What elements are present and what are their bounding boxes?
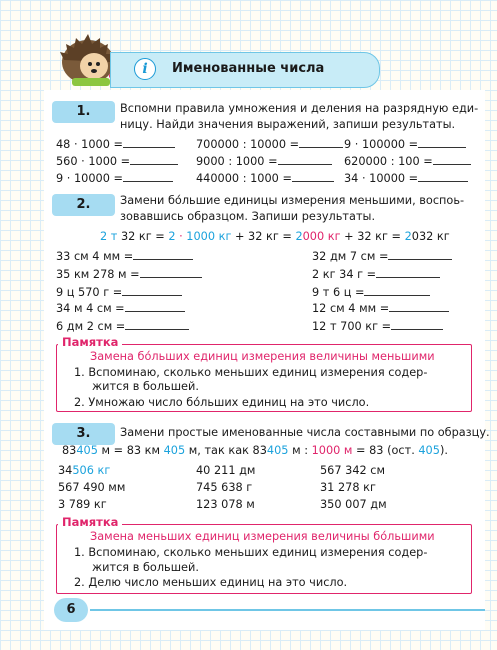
exercise-1-badge: 1.	[52, 101, 115, 123]
ex3-number: 3 789 кг	[58, 498, 107, 511]
ex2-left-item: 35 км 278 м =	[56, 268, 202, 282]
memo-2-item: жится в большей.	[92, 561, 199, 574]
ex1-expression: 48 · 1000 =	[56, 138, 175, 152]
ex2-right-item: 12 т 700 кг =	[312, 320, 443, 334]
exercise-1-instruction-line-2: ницу. Найди значения выражений, запиши результаты.	[120, 118, 456, 131]
ex3-number: 567 490 мм	[58, 481, 126, 494]
ex2-left-item: 34 м 4 см =	[56, 302, 185, 316]
ex2-right-item: 2 кг 34 г =	[312, 268, 440, 282]
exercise-3-badge: 3.	[52, 423, 115, 445]
ex2-left-item: 9 ц 570 г =	[56, 286, 182, 300]
exercise-3-example: 83405 м = 83 км 405 м, так как 83405 м : 1000 м = 83 (ост. 405).	[62, 444, 448, 457]
memo-1-tag: Памятка	[58, 335, 122, 349]
ex3-number: 123 078 м	[196, 498, 255, 511]
info-icon: i	[134, 58, 156, 80]
memo-1-item: 2. Умножаю число бо́льших единиц на это число.	[74, 396, 370, 409]
ex1-expression: 700000 : 10000 =	[196, 138, 343, 152]
exercise-2-badge: 2.	[52, 194, 115, 216]
ex2-left-item: 6 дм 2 см =	[56, 320, 189, 334]
ex2-right-item: 12 см 4 мм =	[312, 302, 449, 316]
exercise-2-example: 2 т 32 кг = 2 · 1000 кг + 32 кг = 2000 кг + 32 кг = 2032 кг	[100, 230, 450, 243]
footer-line	[90, 609, 485, 611]
ex3-number: 350 007 дм	[320, 498, 387, 511]
page-title: Именованные числа	[172, 61, 325, 76]
ex2-left-item: 33 см 4 мм =	[56, 250, 193, 264]
memo-2-tag: Памятка	[58, 515, 122, 529]
ex3-number: 34506 кг	[58, 464, 111, 477]
exercise-1-instruction-line-1: Вспомни правила умножения и деления на разрядную еди-	[120, 102, 479, 115]
memo-2-item: 1. Вспоминаю, сколько меньших единиц измерения содер-	[74, 546, 428, 559]
ex3-number: 745 638 г	[196, 481, 253, 494]
exercise-2-instruction-line-1: Замени бо́льшие единицы измерения меньшими, воспоь-	[120, 194, 465, 207]
memo-1-item: жится в большей.	[92, 380, 199, 393]
ex1-expression: 9 · 100000 =	[344, 138, 466, 152]
ex1-expression: 9 · 10000 =	[56, 172, 173, 186]
ex1-expression: 620000 : 100 =	[344, 155, 471, 169]
ex2-right-item: 9 т 6 ц =	[312, 286, 430, 300]
memo-2-item: 2. Делю число меньших единиц на это число.	[74, 576, 348, 589]
memo-1-item: 1. Вспоминаю, сколько меньших единиц измерения содер-	[74, 366, 428, 379]
exercise-2-instruction-line-2: зовавшись образцом. Запиши результаты.	[120, 210, 376, 223]
ex1-expression: 560 · 1000 =	[56, 155, 178, 169]
memo-2-title: Замена меньших единиц измерения величины бо́льшими	[90, 530, 435, 543]
memo-1-title: Замена бо́льших единиц измерения величины меньшими	[90, 350, 435, 363]
page-number: 6	[54, 598, 88, 622]
ex3-number: 567 342 см	[320, 464, 386, 477]
ex1-expression: 9000 : 1000 =	[196, 155, 332, 169]
ex3-number: 40 211 дм	[196, 464, 256, 477]
exercise-3-instruction: Замени простые именованные числа составными по образцу.	[120, 426, 490, 439]
ex1-expression: 440000 : 1000 =	[196, 172, 334, 186]
hedgehog-illustration	[58, 22, 118, 88]
ex2-right-item: 32 дм 7 см =	[312, 250, 452, 264]
ex3-number: 31 278 кг	[320, 481, 376, 494]
ex1-expression: 34 · 10000 =	[344, 172, 468, 186]
